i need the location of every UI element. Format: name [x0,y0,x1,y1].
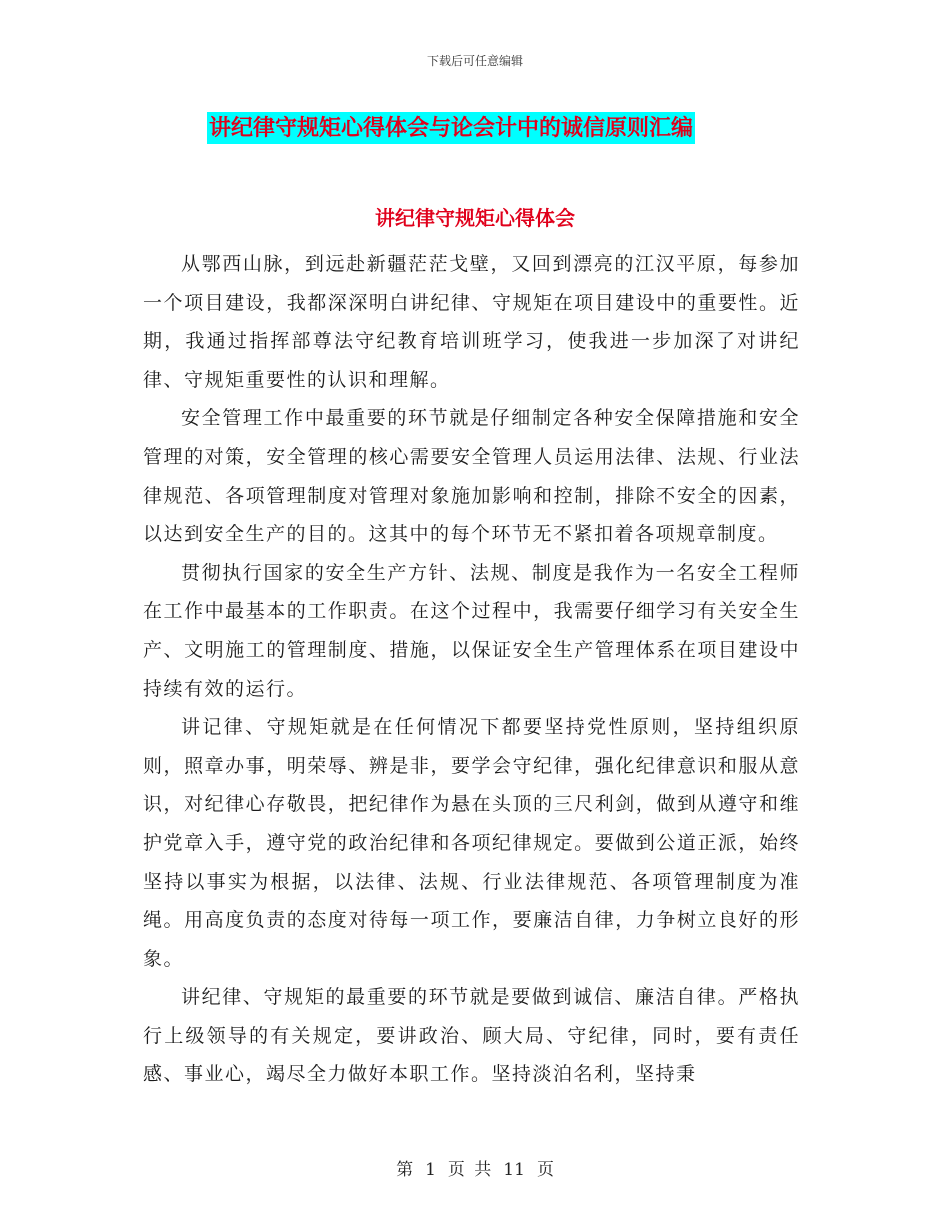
total-pages: 11 [503,1160,525,1180]
paragraph: 从鄂西山脉，到远赴新疆茫茫戈壁，又回到漂亮的江汉平原，每参加一个项目建设，我都深深明白讲纪律、守规矩在项目建设中的重要性。近期，我通过指挥部尊法守纪教育培训班学习，使我进一步加深了对讲纪律、守规矩重要性的认识和理解。 [143,253,800,391]
footer-suffix: 页 [536,1160,554,1180]
paragraph: 贯彻执行国家的安全生产方针、法规、制度是我作为一名安全工程师在工作中最基本的工作职责。在这个过程中，我需要仔细学习有关安全生产、文明施工的管理制度、措施，以保证安全生产管理体系在项目建设中持续有效的运行。 [143,561,800,700]
page-number: 1 [425,1160,436,1180]
document-title: 讲纪律守规矩心得体会与论会计中的诚信原则汇编 [207,112,695,144]
page-footer [0,1155,950,1180]
footer-prefix: 第 [396,1160,414,1180]
paragraph: 讲纪律、守规矩的最重要的环节就是要做到诚信、廉洁自律。严格执行上级领导的有关规定，要讲政治、顾大局、守纪律，同时，要有责任感、事业心，竭尽全力做好本职工作。坚持淡泊名利，坚持秉 [143,986,800,1086]
paragraph: 讲记律、守规矩就是在任何情况下都要坚持党性原则，坚持组织原则，照章办事，明荣辱、辨是非，要学会守纪律，强化纪律意识和服从意识，对纪律心存敬畏，把纪律作为悬在头顶的三尺利剑，做到从遵守和维护党章入手，遵守党的政治纪律和各项纪律规定。要做到公道正派，始终坚持以事实为根据，以法律、法规、行业法律规范、各项管理制度为准绳。用高度负责的态度对待每一项工作，要廉洁自律，力争树立良好的形象。 [143,716,800,970]
document-body [143,245,800,1094]
footer-middle: 页 共 [447,1160,492,1180]
section-title: 讲纪律守规矩心得体会 [375,206,575,230]
paragraph: 安全管理工作中最重要的环节就是仔细制定各种安全保障措施和安全管理的对策，安全管理的核心需要安全管理人员运用法律、法规、行业法律规范、各项管理制度对管理对象施加影响和控制，排除不安全的因素，以达到安全生产的目的。这其中的每个环节无不紧扣着各项规章制度。 [143,407,800,546]
header-note: 下载后可任意编辑 [426,54,523,68]
